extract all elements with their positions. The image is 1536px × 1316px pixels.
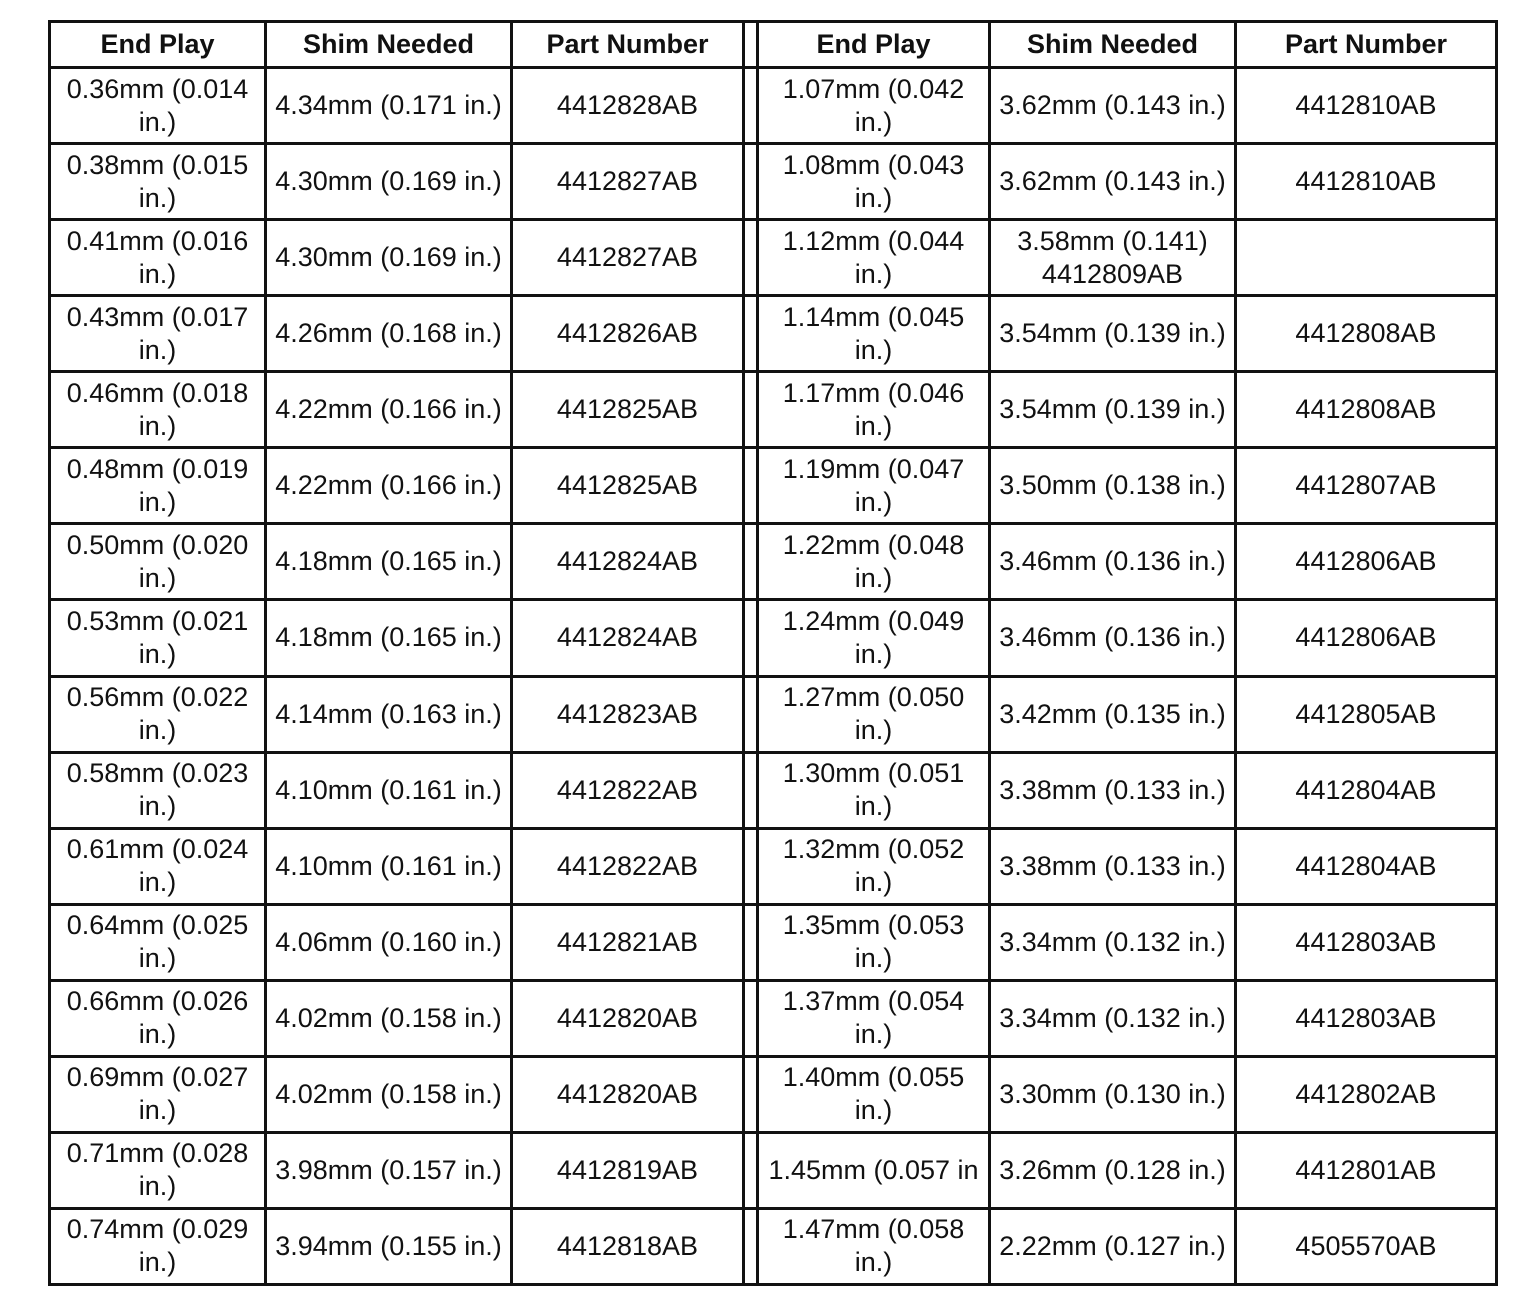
end-play-cell: 0.56mm (0.022 in.) [50,676,266,752]
shim-needed-cell: 4.22mm (0.166 in.) [266,372,512,448]
part-number-cell: 4412822AB [512,828,744,904]
part-number-cell: 4412824AB [512,524,744,600]
end-play-cell: 0.61mm (0.024 in.) [50,828,266,904]
end-play-cell: 1.07mm (0.042 in.) [758,68,990,144]
part-number-cell: 4412821AB [512,904,744,980]
end-play-cell: 1.30mm (0.051 in.) [758,752,990,828]
table-row [50,600,1497,676]
part-number-cell: 4412820AB [512,1056,744,1132]
table-row [50,904,1497,980]
part-number-cell: 4412828AB [512,68,744,144]
part-number-cell: 4412827AB [512,220,744,296]
shim-needed-cell: 3.30mm (0.130 in.) [990,1056,1236,1132]
end-play-cell: 1.45mm (0.057 in [758,1132,990,1208]
table-divider [744,22,758,68]
shim-needed-cell: 4.10mm (0.161 in.) [266,752,512,828]
shim-needed-cell: 3.54mm (0.139 in.) [990,372,1236,448]
part-number-cell: 4412825AB [512,448,744,524]
part-number-cell: 4505570AB [1236,1208,1497,1284]
end-play-cell: 0.58mm (0.023 in.) [50,752,266,828]
end-play-cell: 1.32mm (0.052 in.) [758,828,990,904]
end-play-cell: 0.43mm (0.017 in.) [50,296,266,372]
table-row [50,1132,1497,1208]
shim-needed-cell: 3.34mm (0.132 in.) [990,980,1236,1056]
end-play-cell: 1.19mm (0.047 in.) [758,448,990,524]
part-number-cell: 4412810AB [1236,144,1497,220]
shim-needed-cell: 4.30mm (0.169 in.) [266,220,512,296]
shim-needed-cell: 3.50mm (0.138 in.) [990,448,1236,524]
header-part-number-left: Part Number [512,22,744,68]
part-number-cell: 4412820AB [512,980,744,1056]
end-play-cell: 1.37mm (0.054 in.) [758,980,990,1056]
shim-needed-cell: 4.14mm (0.163 in.) [266,676,512,752]
table-divider [744,144,758,220]
table-divider [744,1208,758,1284]
end-play-cell: 1.12mm (0.044 in.) [758,220,990,296]
table-row [50,296,1497,372]
table-body [50,68,1497,1285]
end-play-cell: 1.40mm (0.055 in.) [758,1056,990,1132]
shim-needed-cell: 4.02mm (0.158 in.) [266,1056,512,1132]
shim-needed-cell: 4.26mm (0.168 in.) [266,296,512,372]
end-play-cell: 1.22mm (0.048 in.) [758,524,990,600]
table-row [50,828,1497,904]
header-part-number-right: Part Number [1236,22,1497,68]
shim-needed-cell: 4.18mm (0.165 in.) [266,524,512,600]
shim-needed-cell: 4.22mm (0.166 in.) [266,448,512,524]
table-divider [744,828,758,904]
part-number-cell: 4412804AB [1236,752,1497,828]
table-divider [744,904,758,980]
table-divider [744,524,758,600]
shim-needed-cell: 3.98mm (0.157 in.) [266,1132,512,1208]
table-row [50,448,1497,524]
part-number-cell: 4412808AB [1236,372,1497,448]
header-shim-needed-left: Shim Needed [266,22,512,68]
end-play-cell: 0.64mm (0.025 in.) [50,904,266,980]
header-shim-needed-right: Shim Needed [990,22,1236,68]
shim-needed-cell: 4.10mm (0.161 in.) [266,828,512,904]
shim-needed-cell: 4.30mm (0.169 in.) [266,144,512,220]
end-play-cell: 0.41mm (0.016 in.) [50,220,266,296]
shim-needed-cell: 3.26mm (0.128 in.) [990,1132,1236,1208]
part-number-cell: 4412822AB [512,752,744,828]
end-play-cell: 1.24mm (0.049 in.) [758,600,990,676]
table-divider [744,752,758,828]
table-row [50,752,1497,828]
end-play-cell: 1.14mm (0.045 in.) [758,296,990,372]
end-play-cell: 0.50mm (0.020 in.) [50,524,266,600]
table-divider [744,1056,758,1132]
shim-needed-cell: 3.38mm (0.133 in.) [990,752,1236,828]
shim-needed-cell: 3.34mm (0.132 in.) [990,904,1236,980]
end-play-cell: 1.17mm (0.046 in.) [758,372,990,448]
end-play-cell: 1.35mm (0.053 in.) [758,904,990,980]
table-row [50,1208,1497,1284]
table-divider [744,68,758,144]
part-number-cell: 4412806AB [1236,600,1497,676]
part-number-cell: 4412804AB [1236,828,1497,904]
part-number-cell: 4412818AB [512,1208,744,1284]
header-end-play-right: End Play [758,22,990,68]
end-play-cell: 1.27mm (0.050 in.) [758,676,990,752]
table-row [50,220,1497,296]
table-divider [744,980,758,1056]
shim-needed-cell: 2.22mm (0.127 in.) [990,1208,1236,1284]
header-end-play-left: End Play [50,22,266,68]
part-number-cell: 4412827AB [512,144,744,220]
part-number-cell: 4412803AB [1236,980,1497,1056]
table-row [50,524,1497,600]
table-row [50,1056,1497,1132]
end-play-cell: 0.48mm (0.019 in.) [50,448,266,524]
end-play-cell: 0.36mm (0.014 in.) [50,68,266,144]
end-play-cell: 0.74mm (0.029 in.) [50,1208,266,1284]
shim-needed-cell: 4.34mm (0.171 in.) [266,68,512,144]
end-play-cell: 0.46mm (0.018 in.) [50,372,266,448]
shim-needed-cell: 3.42mm (0.135 in.) [990,676,1236,752]
header-row [50,22,1497,68]
table-divider [744,296,758,372]
shim-needed-cell: 3.46mm (0.136 in.) [990,600,1236,676]
part-number-cell: 4412819AB [512,1132,744,1208]
shim-needed-cell: 4.02mm (0.158 in.) [266,980,512,1056]
table-divider [744,220,758,296]
part-number-cell: 4412823AB [512,676,744,752]
part-number-cell: 4412805AB [1236,676,1497,752]
part-number-cell: 4412825AB [512,372,744,448]
table-divider [744,372,758,448]
shim-needed-cell: 3.62mm (0.143 in.) [990,144,1236,220]
end-play-cell: 0.66mm (0.026 in.) [50,980,266,1056]
shim-needed-cell: 3.94mm (0.155 in.) [266,1208,512,1284]
part-number-cell: 4412806AB [1236,524,1497,600]
table-row [50,372,1497,448]
end-play-cell: 1.08mm (0.043 in.) [758,144,990,220]
table-divider [744,1132,758,1208]
part-number-cell: 4412807AB [1236,448,1497,524]
shim-needed-cell: 3.62mm (0.143 in.) [990,68,1236,144]
shim-needed-cell: 3.38mm (0.133 in.) [990,828,1236,904]
table-divider [744,600,758,676]
end-play-cell: 0.71mm (0.028 in.) [50,1132,266,1208]
table-row [50,980,1497,1056]
shim-needed-cell: 4.06mm (0.160 in.) [266,904,512,980]
shim-needed-cell: 4.18mm (0.165 in.) [266,600,512,676]
part-number-cell: 4412801AB [1236,1132,1497,1208]
shim-needed-cell: 3.46mm (0.136 in.) [990,524,1236,600]
part-number-cell: 4412826AB [512,296,744,372]
end-play-cell: 0.53mm (0.021 in.) [50,600,266,676]
shim-needed-cell: 3.58mm (0.141) 4412809AB [990,220,1236,296]
end-play-cell: 1.47mm (0.058 in.) [758,1208,990,1284]
part-number-cell: 4412810AB [1236,68,1497,144]
part-number-cell [1236,220,1497,296]
table-divider [744,676,758,752]
part-number-cell: 4412808AB [1236,296,1497,372]
shim-needed-cell: 3.54mm (0.139 in.) [990,296,1236,372]
table-row [50,68,1497,144]
end-play-cell: 0.38mm (0.015 in.) [50,144,266,220]
shim-table [48,20,1498,1286]
table-row [50,676,1497,752]
end-play-cell: 0.69mm (0.027 in.) [50,1056,266,1132]
part-number-cell: 4412803AB [1236,904,1497,980]
part-number-cell: 4412824AB [512,600,744,676]
table-divider [744,448,758,524]
table-row [50,144,1497,220]
part-number-cell: 4412802AB [1236,1056,1497,1132]
